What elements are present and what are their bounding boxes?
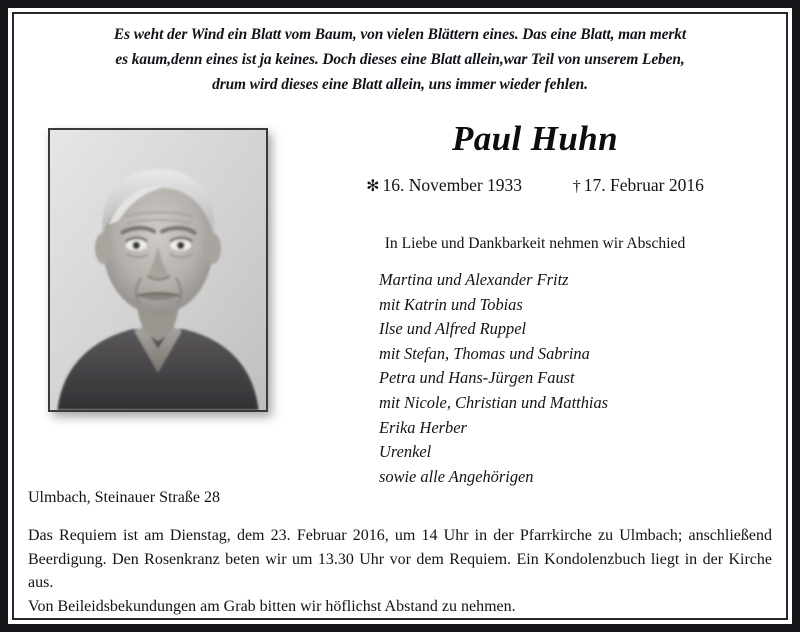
- notice-content: [14, 14, 786, 618]
- death-cross-icon: †: [572, 178, 581, 195]
- poem-line: es kaum,denn eines ist ja keines. Doch dieses eine Blatt allein,war Teil von unserem Leben,: [115, 51, 685, 68]
- mourner-line: Urenkel: [379, 442, 432, 462]
- mourner-line: Martina und Alexander Fritz: [379, 270, 569, 289]
- portrait-photo: [48, 128, 268, 412]
- memorial-poem: [30, 22, 770, 97]
- birth-date: 16. November 1933: [382, 175, 523, 195]
- mourner-line: mit Katrin und Tobias: [379, 294, 523, 314]
- life-dates: [300, 174, 770, 198]
- birth-date-group: [366, 175, 522, 195]
- notice-paragraph: Das Requiem ist am Dienstag, dem 23. Februar 2016, um 14 Uhr in der Pfarrkirche zu Ulmbach; anschließend Beerdigung. Den Rosenkranz beten wir um 13.30 Uhr vor dem Requiem. Ein Kondolenzbuch liegt in der Kirche aus.: [28, 527, 772, 591]
- death-date: 17. Februar 2016: [583, 175, 704, 195]
- mourners-list: [379, 268, 779, 489]
- poem-line: drum wird dieses eine Blatt allein, uns immer wieder fehlen.: [212, 76, 588, 93]
- death-date-group: [573, 175, 704, 195]
- funeral-notice: [28, 524, 772, 618]
- poem-line: Es weht der Wind ein Blatt vom Baum, von vielen Blättern eines. Das eine Blatt, man merkt: [113, 26, 687, 43]
- birth-star-icon: ✻: [366, 178, 380, 195]
- farewell-line: In Liebe und Dankbarkeit nehmen wir Abschied: [384, 235, 686, 252]
- mourner-line: mit Nicole, Christian und Matthias: [379, 392, 609, 412]
- mourner-line: sowie alle Angehörigen: [379, 466, 534, 486]
- notice-closing: Von Beileidsbekundungen am Grab bitten wir höflichst Abstand zu nehmen.: [28, 597, 516, 615]
- address-line: Ulmbach, Steinauer Straße 28: [28, 489, 220, 506]
- portrait-photo-container: [48, 128, 268, 412]
- mourner-line: Ilse und Alfred Ruppel: [379, 319, 527, 339]
- mourner-line: Erika Herber: [379, 417, 467, 437]
- deceased-name: Paul Huhn: [451, 119, 619, 158]
- mourner-line: Petra und Hans-Jürgen Faust: [379, 368, 575, 388]
- mourner-line: mit Stefan, Thomas und Sabrina: [379, 343, 590, 363]
